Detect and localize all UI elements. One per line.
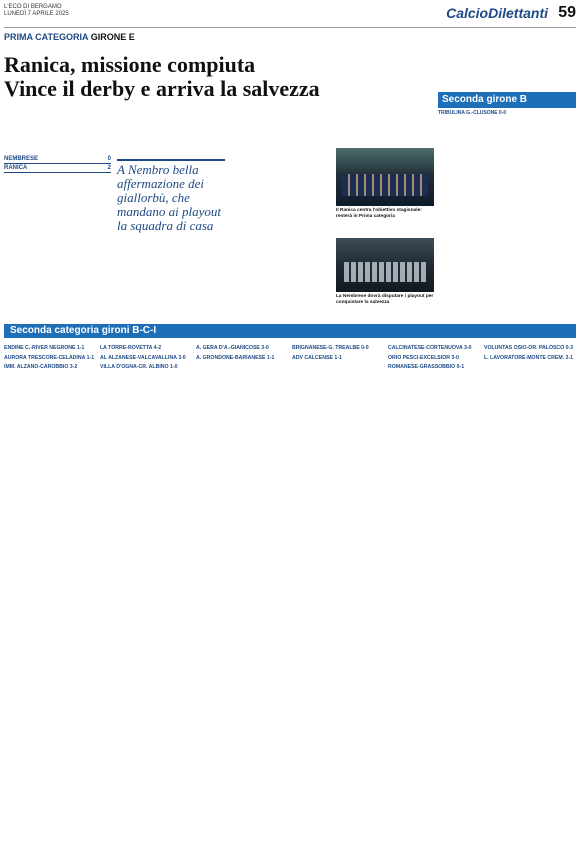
newspaper-name: L'ECO DI BERGAMO <box>4 4 62 10</box>
photo-caption-2: La Nembrese dovrà disputare i playout per conquistare la salvezza <box>336 294 434 305</box>
masthead <box>4 2 576 28</box>
away-team: RANICA <box>4 165 28 171</box>
headline-line-2: Vince il derby e arriva la salvezza <box>4 76 320 101</box>
results-column-3 <box>196 342 288 845</box>
match-head: AL ALZANESE-VALCAVALLINA 3-0 <box>100 354 186 361</box>
match-head: BRIGNANESE-G. TREALBE 0-0 <box>292 345 369 351</box>
group-label: GIRONE E <box>90 32 135 42</box>
away-score: 2 <box>107 165 111 171</box>
match-head: VILLA D'OGNA-CR. ALBINO 1-0 <box>100 364 178 370</box>
photo-caption-1: Il Ranica centra l'obiettivo stagionale: resterà in Prima categoria <box>336 208 422 219</box>
results-column-4 <box>292 342 384 845</box>
match-head: ADV CALCENSE 1-1 <box>292 354 342 361</box>
match-head: LA TORRE-ROVETTA 4-2 <box>100 345 162 351</box>
home-score: 0 <box>107 156 111 162</box>
score-row-home <box>4 155 111 164</box>
match-head: CALCINATESE-CORTENUOVA 3-0 <box>388 345 472 351</box>
results-column-1 <box>4 342 96 845</box>
match-head: ROMANESE-GRASSOBBIO 0-1 <box>388 364 465 370</box>
home-team: NEMBRESE <box>4 156 39 162</box>
match-head: A. GRONDONE-BARIANESE 1-1 <box>196 354 275 361</box>
results-columns <box>4 342 576 845</box>
section-band: Seconda categoria gironi B-C-I <box>4 324 576 338</box>
article-column-2 <box>117 155 225 237</box>
match-head: TRIBULINA G.-CLUSONE 0-0 <box>438 110 507 116</box>
section-brand: CalcioDilettanti <box>446 5 548 21</box>
right-column <box>438 92 576 310</box>
score-row-away <box>4 164 111 173</box>
match-head: ORIO PESCI-EXCELSIOR 3-0 <box>388 354 459 361</box>
match-head: A. GERA D'A.-GIANICOSE 3-0 <box>196 345 269 351</box>
right-column-title: Seconda girone B <box>438 92 576 108</box>
results-column-5 <box>388 342 480 845</box>
match-head: VOLUNTAS OSIO-OR. PALOSCO 0-3 <box>484 345 574 351</box>
pull-quote: A Nembro bella affermazione dei giallorbù, che mandano ai playout la squadra di casa <box>117 159 225 233</box>
newspaper-info <box>4 4 69 18</box>
match-head: L. LAVORATORE-MONTE CREM. 3-1 <box>484 354 574 361</box>
results-column-6 <box>484 342 576 845</box>
match-head: AURORA TRESCORE-CELADINA 1-1 <box>4 354 95 361</box>
match-head: IMM. ALZANO-CAROBBIO 3-2 <box>4 364 78 370</box>
page-number: 59 <box>558 4 576 21</box>
scoreboard <box>4 155 111 173</box>
article-headline <box>4 53 434 101</box>
team-photo-ranica <box>336 148 434 206</box>
category-label: PRIMA CATEGORIA <box>4 32 89 42</box>
issue-date: LUNEDÌ 7 APRILE 2025 <box>4 11 69 17</box>
team-photo-nembrese <box>336 238 434 292</box>
results-column-2 <box>100 342 192 845</box>
section-label <box>4 31 254 43</box>
match-head: ENDINE C.-RIVER NEGRONE 1-1 <box>4 345 85 351</box>
headline-line-1: Ranica, missione compiuta <box>4 52 256 77</box>
